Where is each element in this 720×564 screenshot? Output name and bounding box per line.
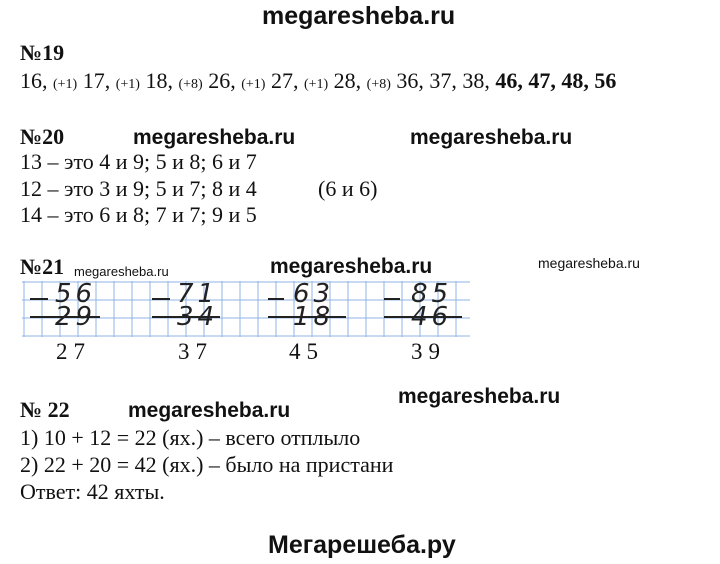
col3-subtrahend: 18 <box>293 302 335 332</box>
task20-line-2: 12 – это 3 и 9; 5 и 7; 8 и 4 <box>20 176 257 201</box>
col1-subtrahend: 29 <box>55 302 97 332</box>
watermark: megaresheba.ru <box>74 264 169 279</box>
seq-part: 28, <box>328 68 367 93</box>
task19-sequence <box>20 68 616 94</box>
task22-heading: № 22 <box>20 397 70 422</box>
task20-line-3: 14 – это 6 и 8; 7 и 7; 9 и 5 <box>20 202 257 227</box>
seq-step: (+1) <box>53 77 78 92</box>
task22-answer: Ответ: 42 яхты. <box>20 479 165 504</box>
col1-minuend: 56 <box>55 279 97 309</box>
seq-step: (+1) <box>115 77 140 92</box>
seq-part: 36, 37, 38, <box>390 68 496 93</box>
task21-heading: №21 <box>20 254 65 279</box>
seq-part: 17, <box>77 68 116 93</box>
watermark: megaresheba.ru <box>270 255 433 278</box>
col4-minuend: 85 <box>411 279 453 309</box>
seq-step: (+8) <box>178 77 203 92</box>
seq-part: 26, <box>202 68 242 93</box>
col4-subtrahend: 46 <box>411 302 453 332</box>
task20-heading: №20 <box>20 124 65 149</box>
col2-minuend: 71 <box>177 279 219 309</box>
col2-subtrahend: 34 <box>177 302 219 332</box>
task20-note: (6 и 6) <box>318 176 378 201</box>
col3-minuend: 63 <box>293 279 335 309</box>
watermark: megaresheba.ru <box>538 255 640 271</box>
watermark: megaresheba.ru <box>398 385 561 408</box>
task19-heading: №19 <box>20 40 65 65</box>
col2-result: 37 <box>178 339 213 364</box>
watermark: megaresheba.ru <box>410 126 573 149</box>
watermark: megaresheba.ru <box>133 126 296 149</box>
col1-result: 27 <box>56 339 91 364</box>
watermark-bottom: Мегарешеба.ру <box>268 531 456 559</box>
seq-answer: 46, 47, 48, 56 <box>495 68 617 93</box>
col3-result: 45 <box>289 339 324 364</box>
seq-part: 27, <box>265 68 304 93</box>
task22-line-2: 2) 22 + 20 = 42 (ях.) – было на пристани <box>20 452 394 477</box>
seq-part: 16, <box>20 68 53 93</box>
col4-result: 39 <box>411 339 446 364</box>
task20-line-1: 13 – это 4 и 9; 5 и 8; 6 и 7 <box>20 149 257 174</box>
watermark-top: megaresheba.ru <box>262 2 456 30</box>
task22-line-1: 1) 10 + 12 = 22 (ях.) – всего отплыло <box>20 425 361 450</box>
seq-part: 18, <box>139 68 179 93</box>
seq-step: (+8) <box>366 77 391 92</box>
watermark: megaresheba.ru <box>128 399 291 422</box>
seq-step: (+1) <box>241 77 266 92</box>
seq-step: (+1) <box>303 77 329 92</box>
